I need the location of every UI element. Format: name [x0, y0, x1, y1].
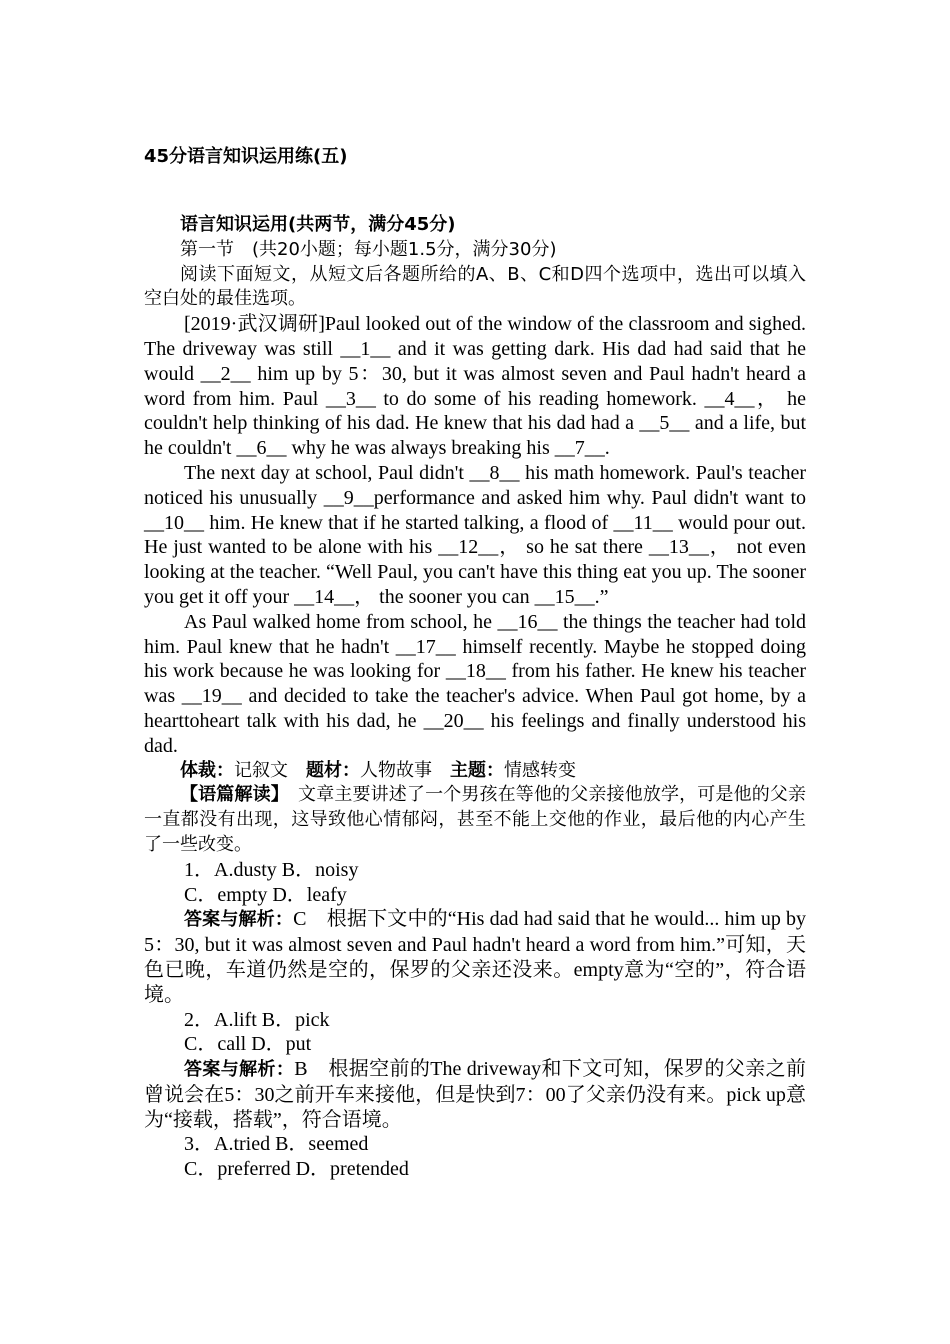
- q2-answer: [144, 1057, 806, 1132]
- genre-line: [144, 759, 806, 784]
- passage-paragraph-2: The next day at school, Paul didn't __8__ his math homework. Paul's teacher noticed his unusually __9__performance and asked him why. Paul didn't want to __10__ him. He knew that if he started talking, a flood of __11__ would pour out. He just wanted to be alone with his __12__， so he sat there __13__， not even looking at the teacher. “Well Paul, you can't have this thing eat you up. The sooner you get it off your __14__， the sooner you can __15__.”: [144, 461, 806, 608]
- q1-options-ab: 1．A.dusty B．noisy: [184, 858, 359, 881]
- q2-options-cd: C．call D．put: [184, 1033, 312, 1056]
- q2-answer-label: 答案与解析：: [184, 1059, 295, 1081]
- q2-options-ab: 2．A.lift B．pick: [184, 1008, 330, 1031]
- q1-answer-label: 答案与解析：: [184, 909, 294, 931]
- instruction-text: 阅读下面短文，从短文后各题所给的A、B、C和D四个选项中，选出可以填入空白处的最佳选项。: [144, 263, 806, 310]
- theme-value: 情感转变: [504, 759, 576, 781]
- genre-value: 记叙文: [234, 759, 288, 781]
- q1-options-cd: C．empty D．leafy: [184, 883, 347, 906]
- reading-analysis-text: 文章主要讲述了一个男孩在等他的父亲接他放学，可是他的父亲一直都没有出现，这导致他心情郁闷，甚至不能上交他的作业，最后他的内心产生了一些改变。: [144, 784, 807, 855]
- genre-key: 体裁：: [180, 759, 234, 781]
- q3-options-ab: 3．A.tried B．seemed: [184, 1133, 369, 1156]
- document-page: [144, 120, 806, 1182]
- passage-paragraph-1: [2019·武汉调研]Paul looked out of the window of the classroom and sighed. The driveway was still __1__ and it was getting dark. His dad had said that he would __2__ him up by 5：30, but it was almost seven and Paul hadn't heard a word from him. Paul __3__ to do some of his reading homework. __4__， he couldn't help thinking of his dad. He knew that his dad had a __5__ and a life, but he couldn't __6__ why he was always breaking his __7__.: [144, 313, 806, 460]
- passage-paragraph-3: As Paul walked home from school, he __16__ the things the teacher had told him. Paul knew that he hadn't __17__ himself recently. Maybe he stopped doing his work because he was looking for __18__ from his father. He knew his teacher was __19__ and decided to take the teacher's advice. When Paul got home, by a hearttoheart talk with his dad, he __20__ his feelings and finally understood his dad.: [144, 610, 806, 757]
- theme-key: 主题：: [450, 759, 504, 781]
- section-one-label: 第一节 (共20小题；每小题1.5分，满分30分): [180, 238, 557, 260]
- q2-answer-text: B 根据空前的The driveway和下文可知，保罗的父亲之前曾说会在5：30之前开车来接他，但是快到7：00了父亲仍没有来。pick up意为“接载，搭载”，符合语境。: [144, 1058, 807, 1131]
- q3-options-cd: C．preferred D．pretended: [184, 1158, 409, 1181]
- page-title: 45分语言知识运用练(五): [144, 146, 348, 167]
- reading-analysis: [144, 783, 806, 857]
- reading-analysis-label: 【语篇解读】: [180, 784, 280, 806]
- q1-answer: [144, 907, 806, 1007]
- subject-value: 人物故事: [360, 759, 432, 781]
- subject-key: 题材：: [306, 759, 360, 781]
- q1-answer-text: C 根据下文中的“His dad had said that he would... him up by 5：30, but it was almost seven and Paul hadn't heard a word from him.”可知，天色已晚，车道仍然是空的，保罗的父亲还没来。empty意为“空的”，符合语境。: [144, 908, 807, 1006]
- section-heading: 语言知识运用(共两节，满分45分): [180, 214, 456, 235]
